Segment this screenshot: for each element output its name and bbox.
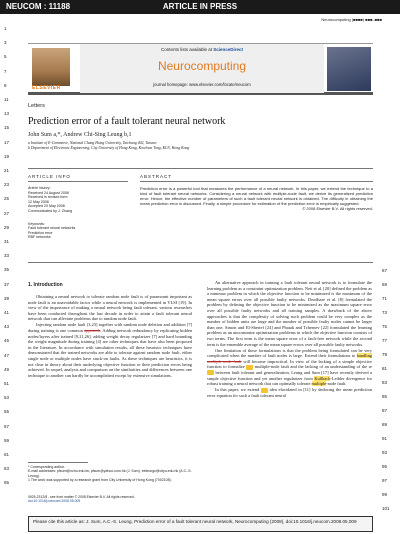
text-run: multiple-node fault and the lacking of an understanding of the re (254, 364, 372, 370)
struck-text-annotation[interactable]: multiple-node fault (207, 358, 242, 364)
line-number: 89 (382, 422, 388, 427)
contents-text: Contents lists available at (160, 47, 212, 52)
line-number: 55 (4, 409, 10, 415)
affiliation-a: a Institute of E-Commerce, National Chung Hsing University, Taichung 402, Taiwan (28, 141, 157, 145)
section-heading: 1. Introduction (28, 282, 63, 288)
journal-homepage[interactable]: journal homepage: www.elsevier.com/locate/neucom (153, 82, 251, 87)
issn: 0925-2312/$ - see front matter © 2008 Elsevier B.V. All rights reserved. (28, 495, 135, 499)
divider (28, 168, 373, 169)
line-number: 93 (382, 450, 388, 455)
line-number: 15 (4, 125, 10, 131)
body-column-left (28, 294, 192, 379)
line-number: 87 (382, 408, 388, 413)
line-number: 79 (382, 352, 388, 357)
communicated-by: Communicated by J. Zhang (28, 208, 72, 213)
paragraph: An alternative approach in training a fault tolerant neural network is to formulate the learning problem as a constraint optimization problem. Neti et al. [20] defined the problem as a minimax problem in which the objective function to be minimized is the maximum of the mean square errors over all possible faulty networks. Deodhare et al. [8] formulated the problem by defining the objective function to be minimized as the maximum square error over all possible faulty networks and all training samples. A drawback of the above approaches is that the complexity of solving such problem could be very complex as the number of hidden units are large and the number of possible faulty nodes cannot be larger than one. Simon and El-Sherief [24] and Phatak and Tchernev [22] formulated the learning problem as an unconstraint optimization problems in which the objective function consists of two terms. The first term is the mean square error of a fault-free network while the second term is the ensemble average of the mean square errors over all possible faulty networks. (207, 280, 372, 347)
paragraph (207, 348, 372, 387)
text-run: In this paper, we extend (215, 387, 260, 393)
revised-date: 12 May 2008 (28, 199, 49, 204)
footnote-divider (28, 462, 88, 463)
line-number: 31 (4, 239, 10, 244)
abstract (140, 186, 373, 211)
article-info (28, 186, 128, 240)
contents-line (80, 47, 324, 52)
elsevier-tree-logo (32, 48, 70, 86)
line-number: 101 (382, 506, 390, 511)
text-run: Injecting random node fault [3,23] together with random node deletion and addition [7] during training is one common (28, 322, 192, 334)
highlight-annotation[interactable]: Kullback (314, 375, 331, 381)
line-number: 71 (382, 296, 388, 301)
issn-block (28, 495, 192, 503)
keyword: Prediction error (28, 230, 53, 235)
line-number: 49 (4, 366, 10, 372)
line-number: 47 (4, 352, 10, 358)
history-label: Article history: (28, 186, 51, 190)
article-info-heading: ARTICLE INFO (28, 174, 71, 179)
journal-reference: Neurocomputing (■■■■) ■■■–■■■ (321, 17, 382, 22)
divider (28, 262, 373, 263)
line-number: 69 (382, 282, 388, 287)
corresponding-author: * Corresponding author. (28, 465, 65, 469)
line-number: 57 (4, 423, 10, 429)
authors: John Sum a,*, Andrew Chi-Sing Leung b,1 (28, 132, 132, 138)
funding-note: 1 The work was supported by a research grant from City University of Hong Kong (7002108). (28, 478, 172, 483)
line-number: 5 (4, 54, 7, 60)
journal-masthead (28, 43, 373, 95)
line-number: 25 (4, 196, 10, 202)
line-number: 35 (4, 267, 10, 273)
line-number: 97 (382, 478, 388, 483)
accepted-date: Accepted 20 May 2008 (28, 204, 65, 209)
line-number: 3 (4, 40, 7, 46)
line-number: 11 (4, 97, 9, 102)
line-number: 37 (4, 281, 10, 287)
line-number: 75 (382, 324, 388, 329)
footnotes (28, 465, 192, 483)
text-run: idea elucidated in [11] by deducing the mean prediction error equation for such a fault tolerant neural (207, 387, 372, 398)
sciencedirect-link[interactable]: ScienceDirect (213, 47, 244, 52)
line-number: 91 (382, 436, 388, 441)
masthead-center (80, 44, 324, 93)
line-number: 9 (4, 82, 7, 88)
line-number: 73 (382, 310, 388, 315)
text-run: One limitation of these formulations is that the problem being formulated can be very complicated when the number of fault nodes is large. Extend their formulations to (207, 347, 372, 359)
keyword: Fault tolerant neural networks (28, 226, 76, 231)
paragraph: Obtaining a neural network to tolerate random node fault is of paramount important as node fault is an unavoidable factor while a neural network is implemented in VLSI [19]. In view of the importance of making a neural network being fault tolerant, various researches have been conducted throughout the last decade in order to attain a fault tolerant neural network that can alleviate problems due to random node fault. (28, 294, 192, 322)
line-number: 27 (4, 210, 10, 216)
affiliation-b: b Department of Electronic Engineering, City University of Hong Kong, Kowloon Tong, KLN, Hong Kong (28, 146, 190, 150)
line-number: 23 (4, 182, 10, 188)
abstract-heading: ABSTRACT (140, 174, 173, 179)
line-number: 81 (382, 366, 388, 371)
text-run: -Leibler divergence for robust training a neural network that can optimally tolerate (207, 375, 372, 387)
publisher-name: ELSEVIER (32, 85, 61, 91)
line-number: 51 (4, 381, 10, 386)
line-number: 65 (4, 480, 10, 486)
text-run: -node fault. (326, 381, 347, 387)
line-number: 1 (4, 26, 7, 31)
struck-text-annotation[interactable]: appraoch (84, 328, 101, 334)
keywords-label: Keywords: (28, 221, 45, 226)
body-column-right (207, 280, 372, 399)
line-number: 29 (4, 224, 10, 230)
line-number: 41 (4, 310, 10, 315)
line-number: 13 (4, 111, 10, 117)
line-number: 99 (382, 492, 388, 497)
line-number: 67 (382, 268, 388, 273)
divider (140, 181, 373, 182)
affiliations (28, 141, 189, 151)
line-number: 21 (4, 168, 10, 173)
line-number: 43 (4, 324, 10, 330)
abstract-text: Prediction error is a powerful tool that measures the performance of a neural network. In this paper, we extend the technique to a kind of fault tolerant neural networks. Considering a neural network with multiple-node fault, we derive its generalized prediction error. Hence, the effective number of parameters of such a fault tolerant neural network is obtained. The difficulty in obtaining the mean prediction error is discussed. Finally, a simple procedure for estimation of the prediction error is empirically suggested. (140, 186, 373, 206)
keyword: RBF networks (28, 235, 51, 240)
email-addresses: E-mail addresses: pfsum@nchu.edu.tw, pfsum@yahoo.com.hk (J. Sum), eeleungc@cityu.edu.hk (A.C.-S. Leung). (28, 469, 192, 478)
line-number: 95 (382, 464, 388, 469)
line-number: 85 (382, 394, 388, 399)
top-bar (0, 0, 400, 14)
line-number: 77 (382, 338, 388, 343)
article-status: ARTICLE IN PRESS (162, 2, 238, 11)
line-number: 33 (4, 253, 10, 259)
journal-cover-image (327, 47, 371, 91)
line-number: 17 (4, 139, 10, 145)
article-title: Prediction error of a fault tolerant neural network (28, 116, 226, 127)
highlight-annotation[interactable]: handling (356, 353, 372, 359)
line-number: 7 (4, 68, 7, 74)
line-number: 83 (382, 380, 388, 385)
article-code: NEUCOM : 11188 (6, 2, 71, 11)
doi-link[interactable]: doi:10.1016/j.neucom.2008.05.009 (28, 499, 81, 504)
revised-label: Received in revised form (28, 195, 68, 200)
line-number: 59 (4, 437, 10, 443)
paragraph (207, 387, 372, 398)
line-number: 45 (4, 338, 10, 344)
text-run: . Adding network redundancy by replicating hidden nodes/layers after trained [9,21,26], adding weight decay regularizer [7] and hard bounding the weight magnitude during training [4] are other techniques that have also been proposed in the literature. In accordance with simulation results, all these heuristic techniques have demonstrated that the trained networks are able to tolerate against random node fault, either single node or multiple nodes have stuck-on faults. As these techniques are heuristics, it is not clear in theory about their underlying objective function or their prediction errors being achieved. In sequel, analysis and comparison on the similarities and differences between one technique to another can hardly be accomplished except by extensive simulations. (28, 328, 192, 378)
paragraph (28, 322, 192, 378)
divider (28, 181, 128, 182)
text-run: between fault tolerant and generalization, Leung and Sum [17] have recently derived a simple objective function and yet another regularizer from (207, 370, 372, 381)
copyright: © 2008 Elsevier B.V. All rights reserved. (302, 206, 373, 211)
received-date: Received 24 August 2006 (28, 190, 69, 195)
journal-title: Neurocomputing (157, 59, 247, 73)
line-number: 19 (4, 153, 10, 159)
line-number: 61 (4, 452, 10, 457)
citation-box: Please cite this article as: J. Sum, A.C.-S. Leung, Prediction error of a fault tolerant neural network, Neurocomputing (2008), doi:10.1016/j.neucom.2008.05.009 (28, 516, 373, 532)
line-number: 63 (4, 466, 10, 472)
line-number: 53 (4, 395, 10, 401)
highlight-annotation[interactable]: multiple (311, 381, 327, 387)
article-type: Letters (28, 103, 45, 109)
line-number: 39 (4, 295, 10, 301)
text-run: will become impractical. In view of the lacking of a simple objective function to formalize (207, 358, 372, 370)
